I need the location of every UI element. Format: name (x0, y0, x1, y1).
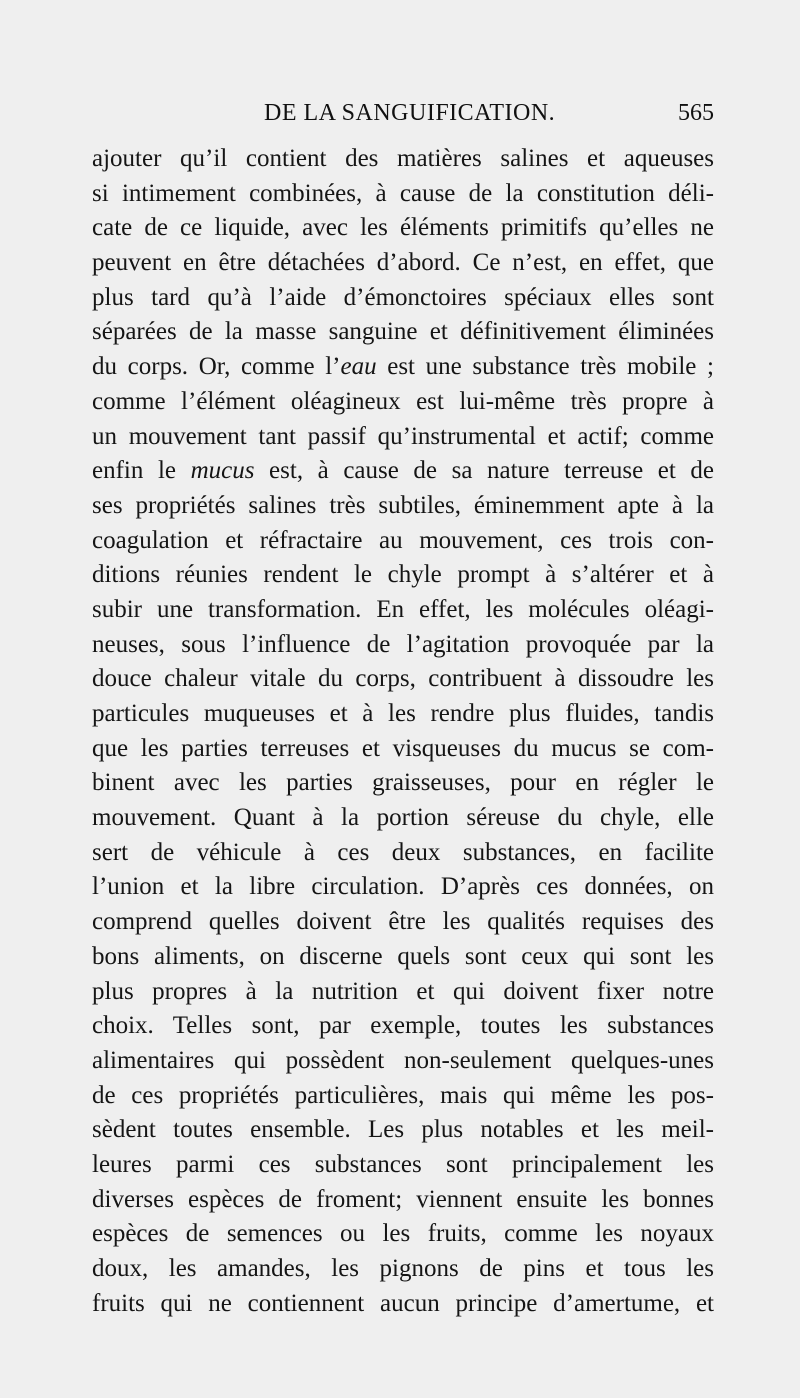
body-text (92, 142, 714, 1321)
text-line: plus propres à la nutrition et qui doivent fixer notre (92, 977, 714, 1005)
text-line: coagulation et réfractaire au mouvement, ces trois con- (92, 526, 714, 554)
text-line: subir une transformation. En effet, les molécules oléagi- (92, 595, 714, 623)
text-line: séparées de la masse sanguine et définitivement éliminées (92, 318, 714, 346)
text-line: peuvent en être détachées d’abord. Ce n’est, en effet, que (92, 249, 714, 277)
text-line: plus tard qu’à l’aide d’émonctoires spéciaux elles sont (92, 283, 714, 311)
text-line: neuses, sous l’influence de l’agitation provoquée par la (92, 630, 714, 658)
text-line: que les parties terreuses et visqueuses du mucus se com- (92, 734, 714, 762)
text-line: un mouvement tant passif qu’instrumental et actif; comme (92, 422, 714, 450)
text-line: espèces de semences ou les fruits, comme les noyaux (92, 1220, 714, 1248)
text-line: sèdent toutes ensemble. Les plus notables et les meil- (92, 1116, 714, 1144)
text-line: ses propriétés salines très subtiles, éminemment apte à la (92, 491, 714, 519)
text-line: diverses espèces de froment; viennent ensuite les bonnes (92, 1185, 714, 1213)
text-line: comprend quelles doivent être les qualités requises des (92, 908, 714, 936)
italic-term: eau (340, 353, 377, 381)
text-line: ditions réunies rendent le chyle prompt à s’altérer et à (92, 561, 714, 589)
text-line: du corps. Or, comme l’eau est une substance très mobile ; (92, 353, 714, 381)
text-line: choix. Telles sont, par exemple, toutes les substances (92, 1012, 714, 1040)
text-line: comme l’élément oléagineux est lui-même très propre à (92, 387, 714, 415)
text-line: si intimement combinées, à cause de la constitution déli- (92, 179, 714, 207)
text-line: mouvement. Quant à la portion séreuse du chyle, elle (92, 804, 714, 832)
text-line: sert de véhicule à ces deux substances, en facilite (92, 838, 714, 866)
text-line: ajouter qu’il contient des matières salines et aqueuses (92, 145, 714, 172)
text-line: l’union et la libre circulation. D’après ces données, on (92, 873, 714, 901)
text-line: particules muqueuses et à les rendre plus fluides, tandis (92, 700, 714, 727)
text-line: douce chaleur vitale du corps, contribuent à dissoudre les (92, 665, 714, 693)
text-line: de ces propriétés particulières, mais qui même les pos- (92, 1081, 714, 1109)
text-line: cate de ce liquide, avec les éléments primitifs qu’elles ne (92, 214, 714, 242)
text-line: doux, les amandes, les pignons de pins et tous les (92, 1255, 714, 1282)
page-header (92, 96, 714, 136)
text-line: enfin le mucus est, à cause de sa nature terreuse et de (92, 457, 714, 485)
page-number: 565 (678, 100, 714, 126)
text-line: binent avec les parties graisseuses, pour en régler le (92, 769, 714, 797)
text-line: bons aliments, on discerne quels sont ceux qui sont les (92, 942, 714, 970)
italic-term: mucus (190, 457, 255, 485)
text-line: fruits qui ne contiennent aucun principe d’amertume, et (92, 1289, 714, 1317)
text-line: leures parmi ces substances sont principalement les (92, 1150, 714, 1178)
text-line: alimentaires qui possèdent non-seulement quelques-unes (92, 1046, 714, 1074)
running-head: DE LA SANGUIFICATION. (264, 100, 556, 126)
